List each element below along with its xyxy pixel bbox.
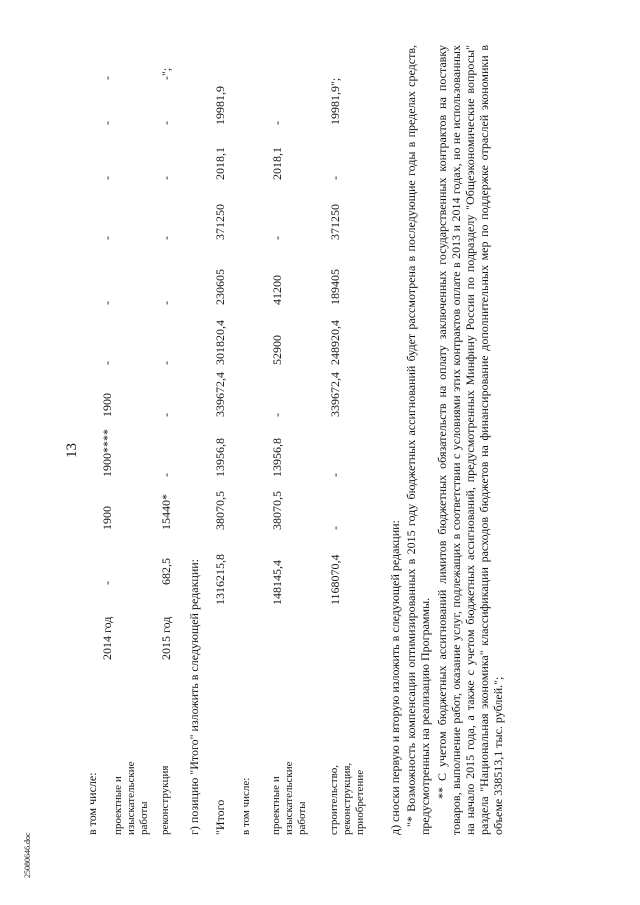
table-cell: 2018,1 bbox=[213, 147, 227, 180]
table-cell: 301820,4 bbox=[213, 320, 227, 365]
row-year: 2014 год bbox=[100, 616, 114, 660]
table-cell: - bbox=[100, 236, 114, 240]
table-cell: 13956,8 bbox=[270, 438, 284, 477]
in-that-label-1: в том числе: bbox=[85, 772, 99, 835]
table-cell: 189405 bbox=[328, 269, 342, 305]
table-cell: - bbox=[159, 301, 173, 305]
table-cell: 682,5 bbox=[159, 558, 173, 585]
table-cell: 2018,1 bbox=[270, 147, 284, 180]
table-cell: - bbox=[100, 361, 114, 365]
table-cell: 52900 bbox=[270, 335, 284, 365]
instruction-g: г) позицию "Итого" изложить в следующей редакции: bbox=[187, 559, 201, 835]
table-cell: 19981,9"; bbox=[328, 77, 342, 125]
table-cell: - bbox=[100, 176, 114, 180]
row-label: реконструкция bbox=[159, 765, 171, 835]
in-that-label-2: в том числе: bbox=[240, 777, 252, 835]
table-cell: 1168070,4 bbox=[328, 554, 342, 605]
table-cell: 19981,9 bbox=[213, 86, 227, 125]
table-cell: 339672,4 bbox=[213, 372, 227, 417]
rotated-page-content bbox=[85, 15, 640, 835]
table-cell: - bbox=[100, 121, 114, 125]
table-cell: 38070,5 bbox=[213, 491, 227, 530]
table-cell: 1900 bbox=[100, 393, 114, 417]
table-cell: 148145,4 bbox=[270, 560, 284, 605]
table-cell: - bbox=[270, 121, 284, 125]
page-number: 13 bbox=[64, 443, 80, 458]
table-cell: 15440* bbox=[159, 494, 173, 530]
total-label: "Итого bbox=[213, 799, 227, 835]
table-cell: - bbox=[100, 581, 114, 585]
table-cell: 248920,4 bbox=[328, 320, 342, 365]
table-cell: - bbox=[159, 236, 173, 240]
table-cell: 41200 bbox=[270, 275, 284, 305]
table-cell: - bbox=[159, 473, 173, 477]
footnote-2: ** С учетом бюджетных ассигнований лимитов бюджетных обязательств на оплату заключенных государственных контрактов на поставку товаров, выполнение работ, оказание услуг, подлежащих в соответствии с условиями этих контрактов оплате в 2013 и 2014 годах, но не использованных на начало 2015 года, а также с учетом бюджетных ассигнований, предусмотренных Минфину России по подразделу "Общеэкономические вопросы" раздела "Национальная экономика" классификации расходов бюджетов на финансирование дополнительных мер по поддержке отраслей экономики в объеме 338513,1 тыс. рублей."; bbox=[435, 45, 505, 835]
table-cell: 371250 bbox=[213, 204, 227, 240]
table-cell: 1900**** bbox=[100, 429, 114, 477]
table-cell: -"; bbox=[159, 67, 173, 80]
table-cell: - bbox=[159, 361, 173, 365]
table-cell: 1900 bbox=[100, 506, 114, 530]
document-id: 25080646.doc bbox=[23, 832, 32, 878]
table-cell: - bbox=[328, 526, 342, 530]
table-cell: - bbox=[328, 473, 342, 477]
footnote-1: "* Возможность компенсации оптимизированных в 2015 году бюджетных ассигнований будет рассмотрена в последующие годы в пределах средств, предусмотренных на реализацию Программы. bbox=[404, 45, 432, 835]
row-label: проектные и изыскательские работы bbox=[112, 761, 150, 835]
table-cell: 339672,4 bbox=[328, 372, 342, 417]
table-cell: - bbox=[159, 176, 173, 180]
table-cell: - bbox=[270, 413, 284, 417]
table-cell: 371250 bbox=[328, 204, 342, 240]
table-cell: - bbox=[328, 176, 342, 180]
table-cell: - bbox=[270, 236, 284, 240]
row-label: строительство, реконструкция, приобретение bbox=[328, 762, 366, 835]
table-cell: - bbox=[159, 413, 173, 417]
row-year: 2015 год bbox=[159, 616, 173, 660]
row-label: проектные и изыскательские работы bbox=[270, 761, 308, 835]
table-cell: - bbox=[159, 121, 173, 125]
table-cell: 230605 bbox=[213, 269, 227, 305]
instruction-d: д) сноски первую и вторую изложить в следующей редакции: bbox=[388, 520, 402, 835]
table-cell: - bbox=[100, 76, 114, 80]
table-cell: 1316215,8 bbox=[213, 554, 227, 605]
table-cell: 13956,8 bbox=[213, 438, 227, 477]
table-cell: 38070,5 bbox=[270, 491, 284, 530]
table-cell: - bbox=[100, 301, 114, 305]
